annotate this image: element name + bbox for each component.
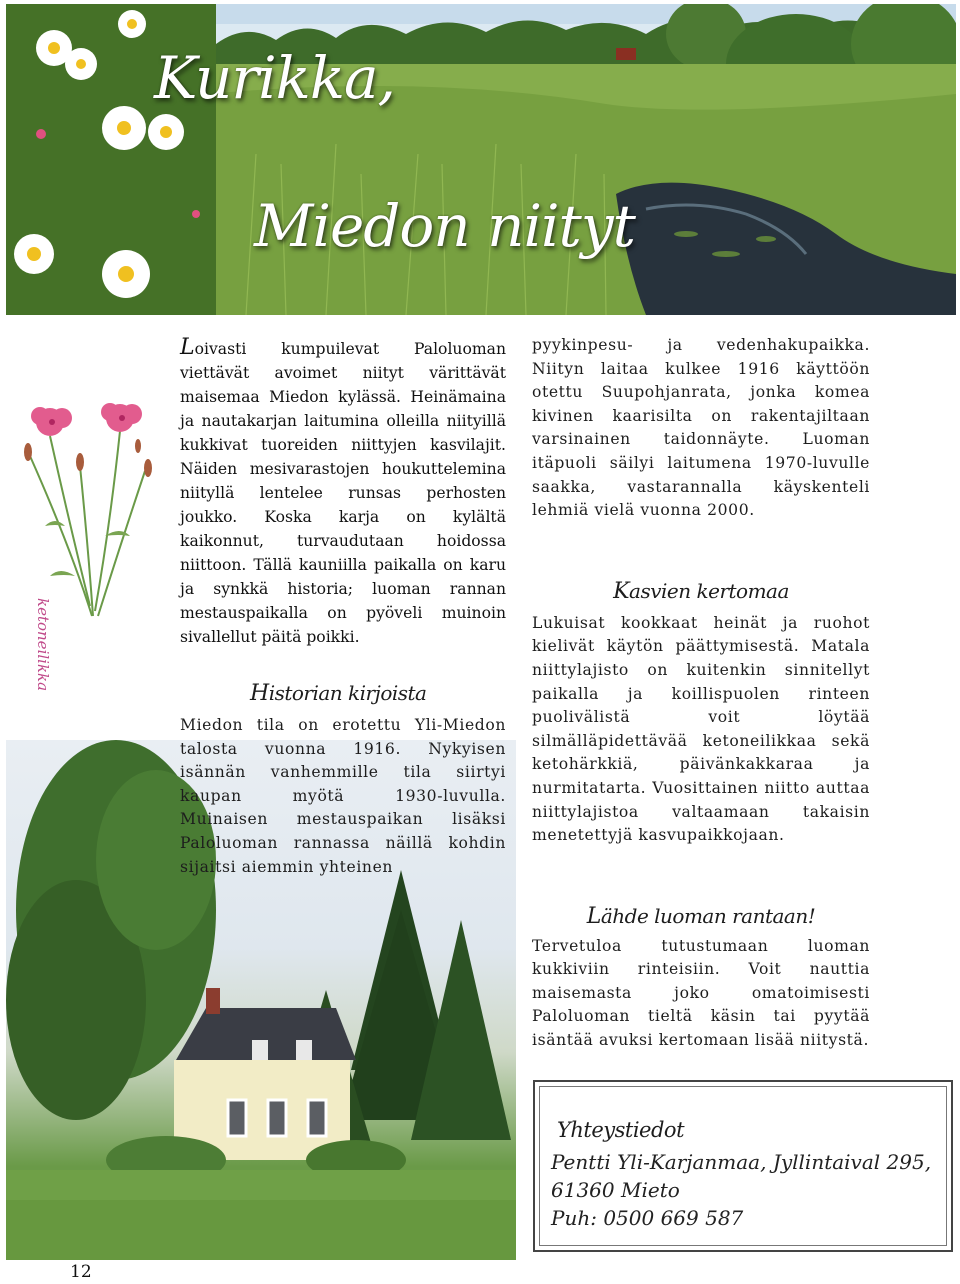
lahde-paragraph: Tervetuloa tutustumaan luoman kukkiviin rinteisiin. Voit nauttia maisemasta joko omatoimisesti Paloluoman tieltä käsin tai pyytää isäntää avuksi kertomaan lisää niitystä. <box>532 936 870 1050</box>
contact-box <box>533 1080 953 1252</box>
contact-name-address: Pentti Yli-Karjanmaa, Jyllintaival 295, <box>551 1150 932 1174</box>
hero-photo <box>6 4 956 315</box>
intro-paragraph <box>180 336 506 649</box>
kasvien-heading-text: asvien kertomaa <box>629 578 789 603</box>
page-title-line1: Kurikka, <box>154 44 395 112</box>
historia-heading <box>180 681 506 706</box>
historia-heading-text: istorian kirjoista <box>268 681 427 705</box>
left-text-column <box>180 336 506 879</box>
kasvien-paragraph: Lukuisat kookkaat heinät ja ruohot kielivät käytön päättymisestä. Matala niittylajisto on kuitenkin sinnitellyt paikalla ja koillispuolen rinteen puolivälistä voit löytää silmälläpidettävää ketoneilikkaa sekä ketohärkkiä, päivänkakkaraa ja nurmitatarta. Vuosittainen niitto auttaa niittylajistoa valtaamaan takaisin menetettyjä kasvupaikkojaan. <box>532 613 870 845</box>
historia-paragraph: Miedon tila on erotettu Yli-Miedon talosta vuonna 1916. Nykyisen isännän vanhemmille tila siirtyi kaupan myötä 1930-luvulla. Muinaisen mestauspaikan lisäksi Paloluoman rannassa näillä kohdin sijaitsi aiemmin yhteinen <box>180 716 506 876</box>
contact-title: Yhteystiedot <box>557 1118 685 1142</box>
contact-details <box>551 1148 931 1232</box>
page-number: 12 <box>70 1262 92 1282</box>
kasvien-drop-letter: K <box>613 578 630 604</box>
right-text-column <box>532 334 870 1053</box>
contact-phone: Puh: 0500 669 587 <box>551 1206 744 1230</box>
flower-caption: ketoneilikka <box>34 598 52 692</box>
intro-drop-letter: L <box>180 335 195 360</box>
historia-continuation: pyykinpesu- ja vedenhakupaikka. Niityn laitaa kulkee 1916 käyttöön otettu Suupohjanrata, jonka komea kivinen kaarisilta on rakentajiltaan varsinainen taidonnäyte. Luoman itäpuoli säilyi laitumena 1970-luvulle saakka, vastarannalla käyskenteli lehmiä vielä vuonna 2000. <box>532 336 870 520</box>
lahde-drop-letter: L <box>586 903 601 929</box>
intro-text: oivasti kumpuilevat Paloluoman viettävät avoimet niityt värittävät maisemaa Miedon kylässä. Heinämaina ja nautakarjan laitumina olleilla niityillä kukkivat tuoreiden niittyjen kasvilajit. Näiden mesivarastojen houkuttelemina niityllä lentelee runsas perhosten joukko. Koska karja on kylältä kaikonnut, turvaudutaan hoidossa niittoon. Tällä kauniilla paikalla on karu ja synkkä historia; luoman rannan mestauspaikalla on pyöveli muinoin sivallellut päitä poikki. <box>180 340 506 646</box>
contact-postal: 61360 Mieto <box>551 1178 680 1202</box>
page-title-line2: Miedon niityt <box>254 192 635 260</box>
lahde-heading-text: ähde luoman rantaan! <box>600 903 816 928</box>
historia-drop-letter: H <box>250 681 269 706</box>
meadow-landscape-image <box>6 4 956 315</box>
kasvien-heading <box>532 579 870 604</box>
lahde-heading <box>532 904 870 929</box>
